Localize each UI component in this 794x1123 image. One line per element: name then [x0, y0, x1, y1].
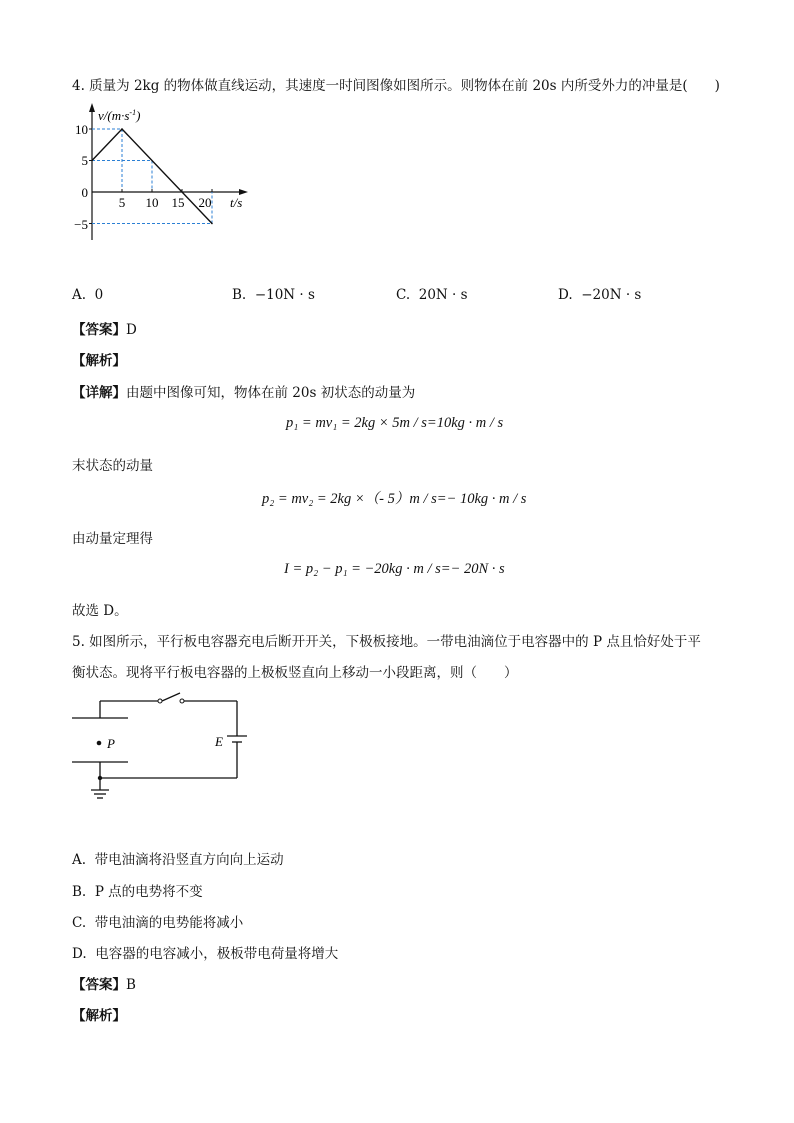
x-tick-15: 15 — [171, 195, 185, 210]
q5-stem-line-1: 5. 如图所示，平行板电容器充电后断开开关，下极板接地。一带电油滴位于电容器中的 P 点且恰好处于平 — [72, 634, 701, 650]
q4-analysis-label: 【解析】 — [72, 353, 126, 369]
q5-option-d: D. 电容器的电容减小，极板带电荷量将增大 — [72, 946, 339, 962]
q5-option-b: B. P 点的电势将不变 — [72, 884, 203, 900]
q4-option-c: C. 20N · s — [396, 287, 468, 303]
point-p-label: P — [107, 736, 115, 751]
switch-contact — [180, 699, 184, 703]
x-tick-10: 10 — [145, 195, 159, 210]
q4-theorem-label: 由动量定理得 — [72, 531, 153, 547]
switch-blade — [162, 693, 180, 701]
junction-dot — [98, 776, 102, 780]
q4-detail: 【详解】由题中图像可知，物体在前 20s 初状态的动量为 — [72, 385, 416, 401]
q5-option-c: C. 带电油滴的电势能将减小 — [72, 915, 244, 931]
q4-answer: 【答案】D — [72, 322, 137, 338]
q4-conclusion: 故选 D。 — [72, 603, 128, 619]
x-axis-label: t/s — [230, 195, 243, 210]
q4-final-state-label: 末状态的动量 — [72, 458, 153, 474]
y-axis-arrow — [89, 103, 95, 112]
q4-stem: 4. 质量为 2kg 的物体做直线运动，其速度一时间图像如图所示。则物体在前 20s 内所受外力的冲量是( ) — [72, 78, 720, 94]
x-tick-20: 20 — [198, 195, 212, 210]
velocity-point-0 — [91, 160, 93, 162]
q5-stem-line-2: 衡状态。现将平行板电容器的上极板竖直向上移动一小段距离，则（ ） — [72, 665, 518, 681]
y-tick-10: 10 — [75, 122, 88, 137]
y-tick-0: 0 — [81, 185, 88, 200]
q5-analysis-label: 【解析】 — [72, 1008, 126, 1024]
x-tick-5: 5 — [118, 195, 126, 210]
q4-equation-3: I = p₂ − p₁ = −20kg · m / s=− 20N · s — [284, 561, 505, 577]
battery-e-label: E — [215, 734, 223, 749]
velocity-point-2 — [211, 223, 213, 225]
oil-drop-point — [97, 741, 102, 746]
q4-option-d: D. −20N · s — [558, 287, 642, 303]
y-axis-label: $v/(m\cdot s^{-1})$ — [98, 108, 141, 123]
q5-option-a: A. 带电油滴将沿竖直方向向上运动 — [72, 852, 284, 868]
vt-graph — [60, 100, 260, 250]
y-tick-5: 5 — [81, 153, 88, 168]
y-tick-neg5: −5 — [74, 217, 88, 232]
q4-equation-1: p₁ = mv₁ = 2kg × 5m / s=10kg · m / s — [286, 415, 504, 431]
velocity-point-1 — [121, 128, 123, 130]
capacitor-circuit — [60, 685, 260, 810]
q5-answer: 【答案】B — [72, 977, 136, 993]
switch-pivot — [158, 699, 162, 703]
q4-option-b: B. −10N · s — [232, 287, 315, 303]
q4-option-a: A. 0 — [72, 287, 104, 303]
q4-equation-2: p₂ = mv₂ = 2kg ×（- 5）m / s=− 10kg · m / s — [262, 491, 527, 507]
